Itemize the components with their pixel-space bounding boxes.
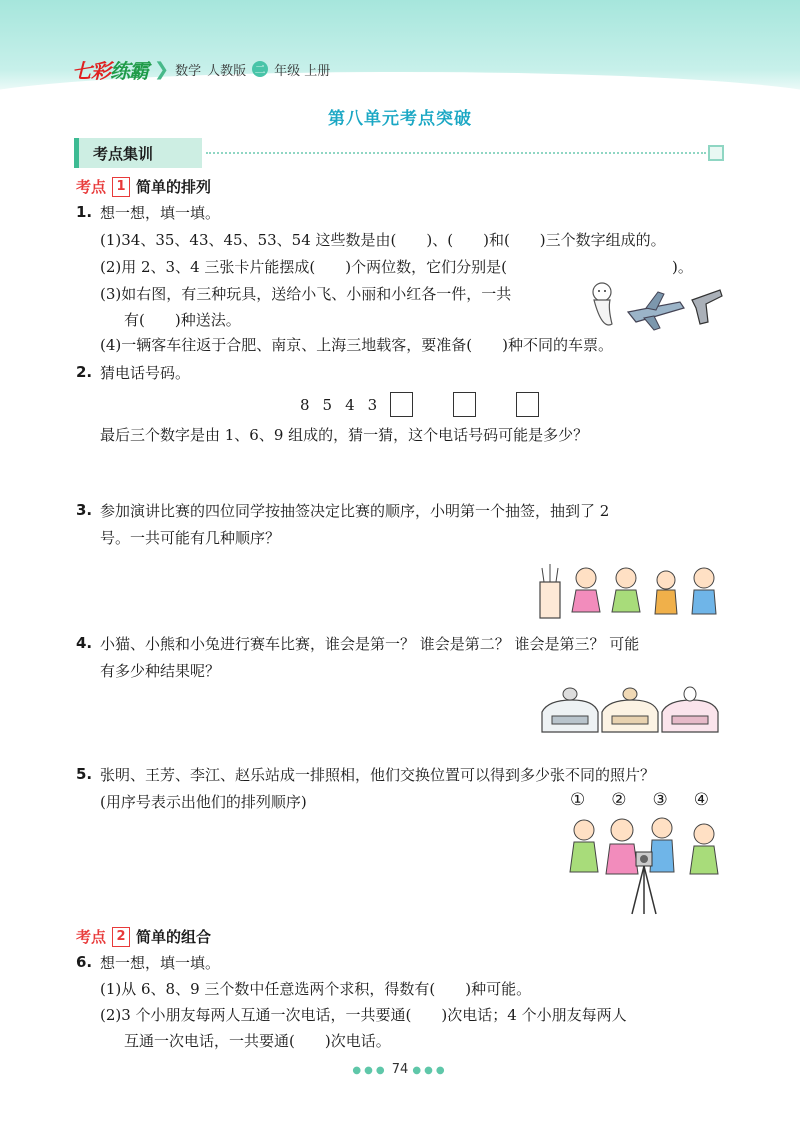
page-footer	[0, 1062, 800, 1077]
child-icon	[606, 819, 638, 874]
question-1-number: 1.	[76, 203, 93, 221]
lot-cup-icon	[540, 564, 560, 618]
grade-badge: 二	[252, 61, 268, 77]
edition-label: 人教版	[207, 63, 247, 79]
question-1-part-1: (1)34、35、43、45、53、54 这些数是由( )、( )和( )三个数字组成的。	[100, 231, 666, 249]
child-icon	[690, 824, 718, 874]
race-car-icon	[542, 688, 598, 732]
question-1-part-2: (2)用 2、3、4 三张卡片能摆成( )个两位数，它们分别是( )。	[100, 258, 693, 276]
kaodian-heading-2	[76, 926, 211, 947]
brand-logo-part2: 练霸	[110, 58, 148, 83]
question-2-text: 最后三个数字是由 1、6、9 组成的，猜一猜，这个电话号码可能是多少？	[100, 426, 589, 444]
blank-digit-box[interactable]	[390, 392, 413, 417]
child-icon	[572, 568, 600, 612]
question-6-part-2-cont: 互通一次电话，一共要通( )次电话。	[124, 1032, 391, 1050]
toys-illustration	[584, 278, 724, 334]
blank-digit-box[interactable]	[453, 392, 476, 417]
child-icon	[655, 571, 677, 614]
race-cars-illustration	[538, 686, 724, 744]
question-4-number: 4.	[76, 634, 93, 652]
question-1-part-3: (3)如右图，有三种玩具，送给小飞、小丽和小红各一件，一共	[100, 285, 512, 303]
kaodian-number: 2	[112, 927, 130, 947]
toy-gun-icon	[692, 290, 722, 324]
position-number: ①	[570, 790, 586, 810]
footer-dots-right: ●●●	[412, 1065, 448, 1076]
question-6-number: 6.	[76, 953, 93, 971]
blank-digit-box[interactable]	[516, 392, 539, 417]
question-2-number: 2.	[76, 363, 93, 381]
question-1-part-3-cont: 有( )种送法。	[124, 311, 241, 329]
position-number: ②	[611, 790, 627, 810]
airplane-icon	[628, 292, 684, 330]
page-number: 74	[391, 1062, 409, 1077]
phone-digit: 3	[367, 395, 378, 414]
child-icon	[612, 568, 640, 612]
brand-logo-part1: 七彩	[72, 58, 110, 83]
camera-tripod-icon	[632, 852, 656, 914]
child-icon	[570, 820, 598, 872]
subject-label: 数学	[175, 63, 202, 79]
question-3-line-2: 号。一共可能有几种顺序？	[100, 529, 281, 547]
question-3-number: 3.	[76, 501, 93, 519]
kaodian-label: 考点	[76, 178, 107, 196]
question-5-number: 5.	[76, 765, 93, 783]
question-6-part-1: (1)从 6、8、9 三个数中任意选两个求积，得数有( )种可能。	[100, 980, 532, 998]
photo-illustration	[566, 812, 724, 916]
position-number: ③	[652, 790, 668, 810]
kaodian-title: 简单的组合	[136, 928, 212, 946]
draw-lots-illustration	[538, 560, 724, 622]
footer-dots-left: ●●●	[352, 1065, 388, 1076]
child-icon	[692, 568, 716, 614]
question-6-part-2: (2)3 个小朋友每两人互通一次电话，一共要通( )次电话；4 个小朋友每两人	[100, 1006, 627, 1024]
question-1-title: 想一想，填一填。	[100, 204, 221, 222]
child-icon	[650, 818, 674, 872]
position-numbers	[570, 790, 709, 810]
doll-icon	[593, 283, 612, 325]
section-end-square	[708, 145, 724, 161]
phone-digit: 5	[322, 395, 333, 414]
phone-digit: 8	[300, 395, 310, 414]
brand-logo	[72, 55, 148, 84]
brand-meta	[175, 60, 330, 79]
race-car-icon	[602, 688, 658, 732]
position-number: ④	[693, 790, 709, 810]
section-tab: 考点集训	[74, 138, 202, 168]
section-divider	[206, 152, 706, 154]
kaodian-number: 1	[112, 177, 130, 197]
phone-digit: 4	[345, 395, 355, 414]
brand-bar	[72, 56, 330, 82]
question-5-line-2: (用序号表示出他们的排列顺序)	[100, 793, 307, 811]
question-3-line-1: 参加演讲比赛的四位同学按抽签决定比赛的顺序，小明第一个抽签，抽到了 2	[100, 502, 610, 520]
phone-digits	[300, 392, 539, 417]
question-2-title: 猜电话号码。	[100, 364, 191, 382]
chevron-right-icon: ❯	[154, 58, 170, 80]
race-car-icon	[662, 687, 718, 732]
question-4-line-2: 有多少种结果呢？	[100, 662, 221, 680]
question-4-line-1: 小猫、小熊和小兔进行赛车比赛，谁会是第一？ 谁会是第二？ 谁会是第三？ 可能	[100, 635, 640, 653]
unit-title: 第八单元考点突破	[328, 109, 472, 129]
kaodian-label: 考点	[76, 928, 107, 946]
kaodian-title: 简单的排列	[136, 178, 212, 196]
kaodian-heading-1	[76, 176, 211, 197]
question-1-part-4: (4)一辆客车往返于合肥、南京、上海三地载客，要准备( )种不同的车票。	[100, 336, 613, 354]
grade-label: 年级 上册	[274, 63, 331, 79]
question-6-title: 想一想，填一填。	[100, 954, 221, 972]
question-5-line-1: 张明、王芳、李江、赵乐站成一排照相，他们交换位置可以得到多少张不同的照片？	[100, 766, 656, 784]
